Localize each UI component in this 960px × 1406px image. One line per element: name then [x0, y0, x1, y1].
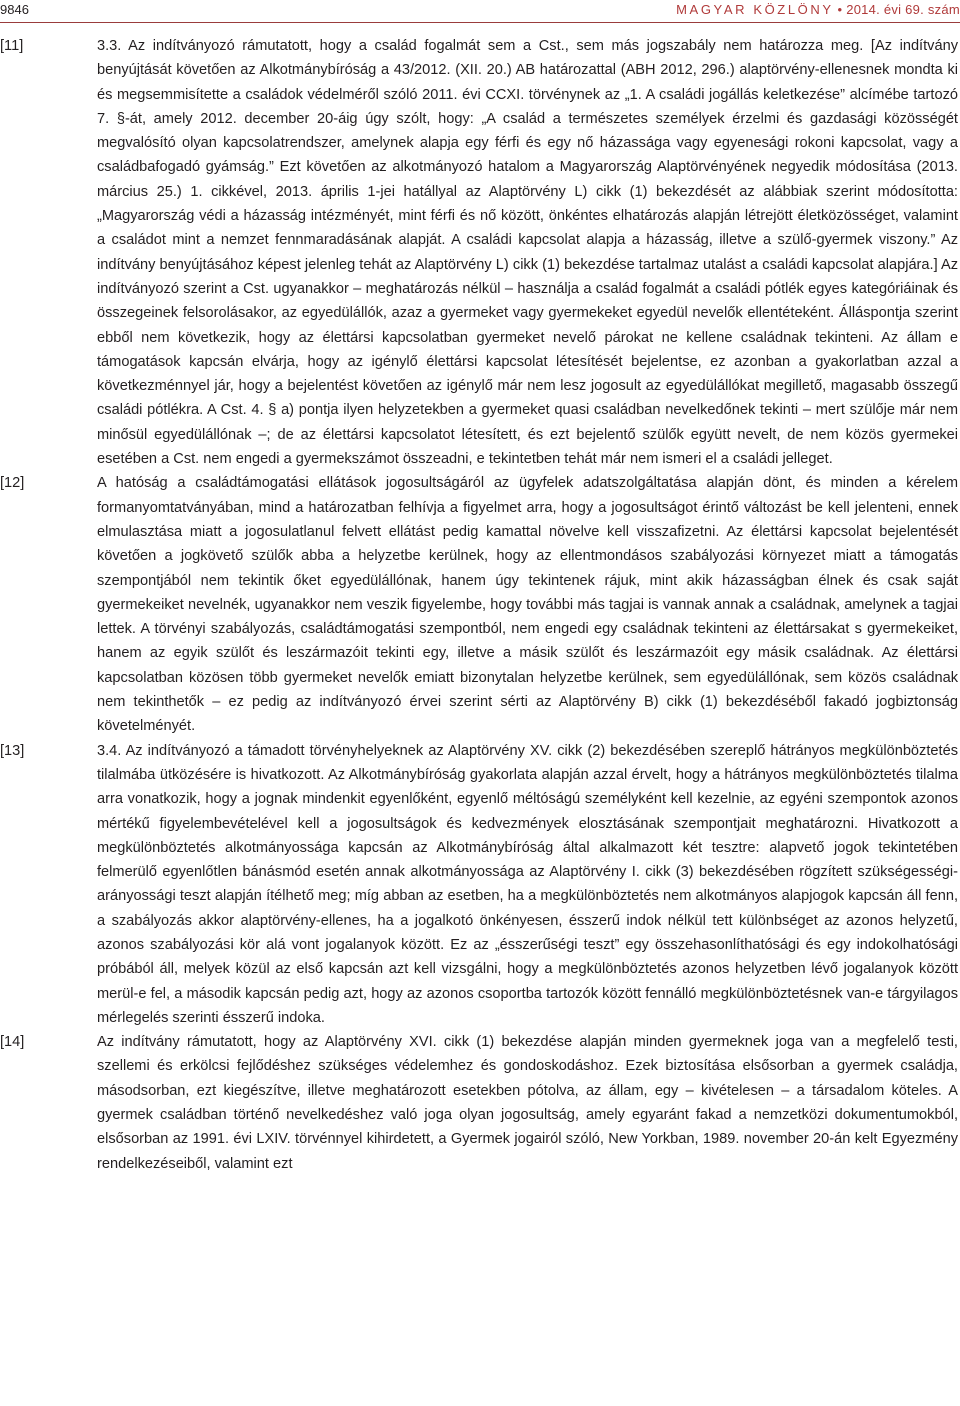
paragraph-number: [11]: [0, 38, 24, 54]
paragraph-text: A hatóság a családtámogatási ellátások jogosultságáról az ügyfelek adatszolgáltatása alapján dönt, és minden a kérelem formanyomtatványában, mind a határozatban felhívja a figyelmet arra, hogy a jogosultságot érintő változást be kell jelenteni, ennek elmulasztása miatt a jogosulatlanul felvett ellátást pedig kamattal növelve kell visszafizetni. Az élettársi kapcsolat bejelentését követően a jogkövető szülők abba a helyzetbe kerülnek, hogy az ellentmondásos szabályozási környezet miatt a támogatás szempontjából nem tekintik őket egyedülállónak, hanem úgy tekintenek rájuk, mint akik házasságban élnek és csak saját gyermekeiket nevelnék, ugyanakkor nem veszik figyelembe, hogy további más tagjai is vannak annak a családnak, amelynek a tagjai lettek. A törvényi szabályozás, családtámogatási szempontból, nem engedi egy családnak tekinteni az élettársakat s gyermekeiket, hanem az egyik szülőt és leszármazóit tekinti egy, illetve a másik szülőt és leszármazóit egy másik családnak. Az élettársi kapcsolatban közösen több gyermeket nevelők emiatt bizonytalan helyzetbe kerülnek, sem egyedülállónak, sem közös családnak nem tekinthetők – ez pedig az indítványozó érvei szerint sérti az Alaptörvény B) cikk (1) bekezdéséből fakadó jogbiztonság követelményét.: [97, 475, 958, 735]
paragraph-number: [14]: [0, 1034, 25, 1051]
paragraph-number: [13]: [0, 742, 25, 759]
page-header: [0, 0, 960, 23]
paragraph-text: 3.4. Az indítványozó a támadott törvényhelyeknek az Alaptörvény XV. cikk (2) bekezdésében szereplő hátrányos megkülönböztetés tilalmába ütközésére is hivatkozott. Az Alkotmánybíróság gyakorlata alapján azzal érvelt, hogy a hátrányos megkülönböztetés tilalma arra vonatkozik, hogy a jognak mindenkit egyenlőként, egyenlő méltóságú személyként kell kezelnie, az egyéni szempontok azonos mértékű figyelembevételével kell a jogosultságok és kedvezmények elosztásának szempontjait meghatározni. Hivatkozott a megkülönböztetés alkotmányossága kapcsán az Alkotmánybíróság által alkalmazott két tesztre: alapvető jogok tekintetében felmerülő egyenlőtlen bánásmód esetén annak alkotmányossága az Alaptörvény I. cikk (3) bekezdésében rögzített szükségességi-arányossági teszt alapján ítélhető meg; míg abban az esetben, ha a megkülönböztetés nem alkotmányos alapjogok kapcsán áll fenn, a szabályozás akkor alaptörvény-ellenes, ha a jogalkotó önkényesen, ésszerű indok nélkül tett különbséget az azonos helyzetű, azonos szabályozási kör alá vont jogalanyok között. Ez az „ésszerűségi teszt” egy összehasonlíthatósági és egy indokolhatósági próbából áll, melyek közül az első kapcsán azt kell vizsgálni, hogy a megkülönböztetés azonos helyzetben lévő jogalanyok között merül-e fel, a második kapcsán pedig azt, hogy az azonos csoportba tartozók között fennálló megkülönböztetésnek van-e tárgyilagos mérlegelés szerinti ésszerű indoka.: [97, 742, 958, 1026]
running-header: [676, 1, 960, 19]
issue-label: 2014. évi 69. szám: [846, 2, 960, 17]
page-number: 9846: [0, 2, 29, 17]
paragraph-text: Az indítvány rámutatott, hogy az Alaptörvény XVI. cikk (1) bekezdése alapján minden gyermeknek joga van a megfelelő testi, szellemi és erkölcsi fejlődéshez szükséges védelemhez és gondoskodáshoz. Ezek biztosítása elsősorban a gyermek családja, másodsorban, ezt kiegészítve, illetve meghatározott esetekben pótolva, az állam, egy – kivételesen – a társadalom köteles. A gyermek családban történő nevelkedéshez való joga olyan jogosultság, amely egyaránt fakad a nemzetközi dokumentumokból, elsősorban az 1991. évi LXIV. törvénnyel kihirdetett, a Gyermek jogairól szóló, New Yorkban, 1989. november 20-án kelt Egyezmény rendelkezéseiből, valamint ezt: [97, 1034, 958, 1172]
paragraph-11: [0, 34, 958, 471]
paragraph-14: [0, 1030, 958, 1176]
journal-title: MAGYAR KÖZLÖNY: [676, 2, 834, 17]
paragraph-13: [0, 739, 958, 1031]
header-separator: •: [837, 2, 843, 17]
paragraph-12: [0, 471, 958, 738]
paragraph-number: [12]: [0, 475, 25, 492]
document-body: [0, 34, 958, 1176]
paragraph-text: 3.3. Az indítványozó rámutatott, hogy a család fogalmát sem a Cst., sem más jogszabály nem határozza meg. [Az indítvány benyújtását követően az Alkotmánybíróság a 43/2012. (XII. 20.) AB határozattal (ABH 2012, 296.) alaptörvény-ellenesnek mondta ki és megsemmisítette a családok védelméről szóló 2011. évi CCXI. törvénynek az „1. A családi jogállás keletkezése” alcímébe tartozó 7. §-át, amely 2012. december 20-áig úgy szólt, hogy: „A család a természetes személyek érzelmi és gazdasági közösségét megvalósító olyan kapcsolatrendszer, amelynek alapja egy férfi és egy nő házassága vagy egyenesági rokoni kapcsolat, vagy a családbafogadó gyámság.” Ezt követően az alkotmányozó hatalom a Magyarország Alaptörvényének negyedik módosítása (2013. március 25.) 1. cikkével, 2013. április 1-jei hatállyal az Alaptörvény L) cikk (1) bekezdését az alábbiak szerint módosította: „Magyarország védi a házasság intézményét, mint férfi és nő között, önkéntes elhatározás alapján létrejött életközösséget, valamint a családot mint a nemzet fennmaradásának alapját. A családi kapcsolat alapja a házasság, illetve a szülő-gyermek viszony.” Az indítvány benyújtásához képest jelenleg tehát az Alaptörvény L) cikk (1) bekezdése tartalmaz utalást a családi kapcsolat alapjára.] Az indítványozó szerint a Cst. ugyanakkor – meghatározás nélkül – használja a család fogalmát a családi pótlék egyes kategóriáinak és összegeinek felsorolásakor, az egyedülállók, azaz a gyermeket vagy gyermekeket egyedül nevelők ellentéteként. Álláspontja szerint ebből nem következik, hogy az élettársi kapcsolatban gyermeket nevelő párokat ne kellene családnak tekinteni. Az állam e támogatások kapcsán elvárja, hogy az igénylő élettársi kapcsolat létesítését bejelentse, ez azonban a gyakorlatban azzal a következménnyel jár, hogy a bejelentést követően az igénylő már nem lesz jogosult az egyedülállókat megillető, magasabb összegű családi pótlékra. A Cst. 4. § a) pontja ilyen helyzetekben a gyermeket quasi családban nevelkedőnek tekinti – mert szülője már nem minősül egyedülállónak –; de az élettársi kapcsolatot létesített, és ezt bejelentő szülők együtt nevelt, de nem közös gyermekei esetében a Cst. nem engedi a gyermekszámot összeadni, e tekintetben tehát már nem ismeri el a családi jelleget.: [97, 38, 958, 468]
